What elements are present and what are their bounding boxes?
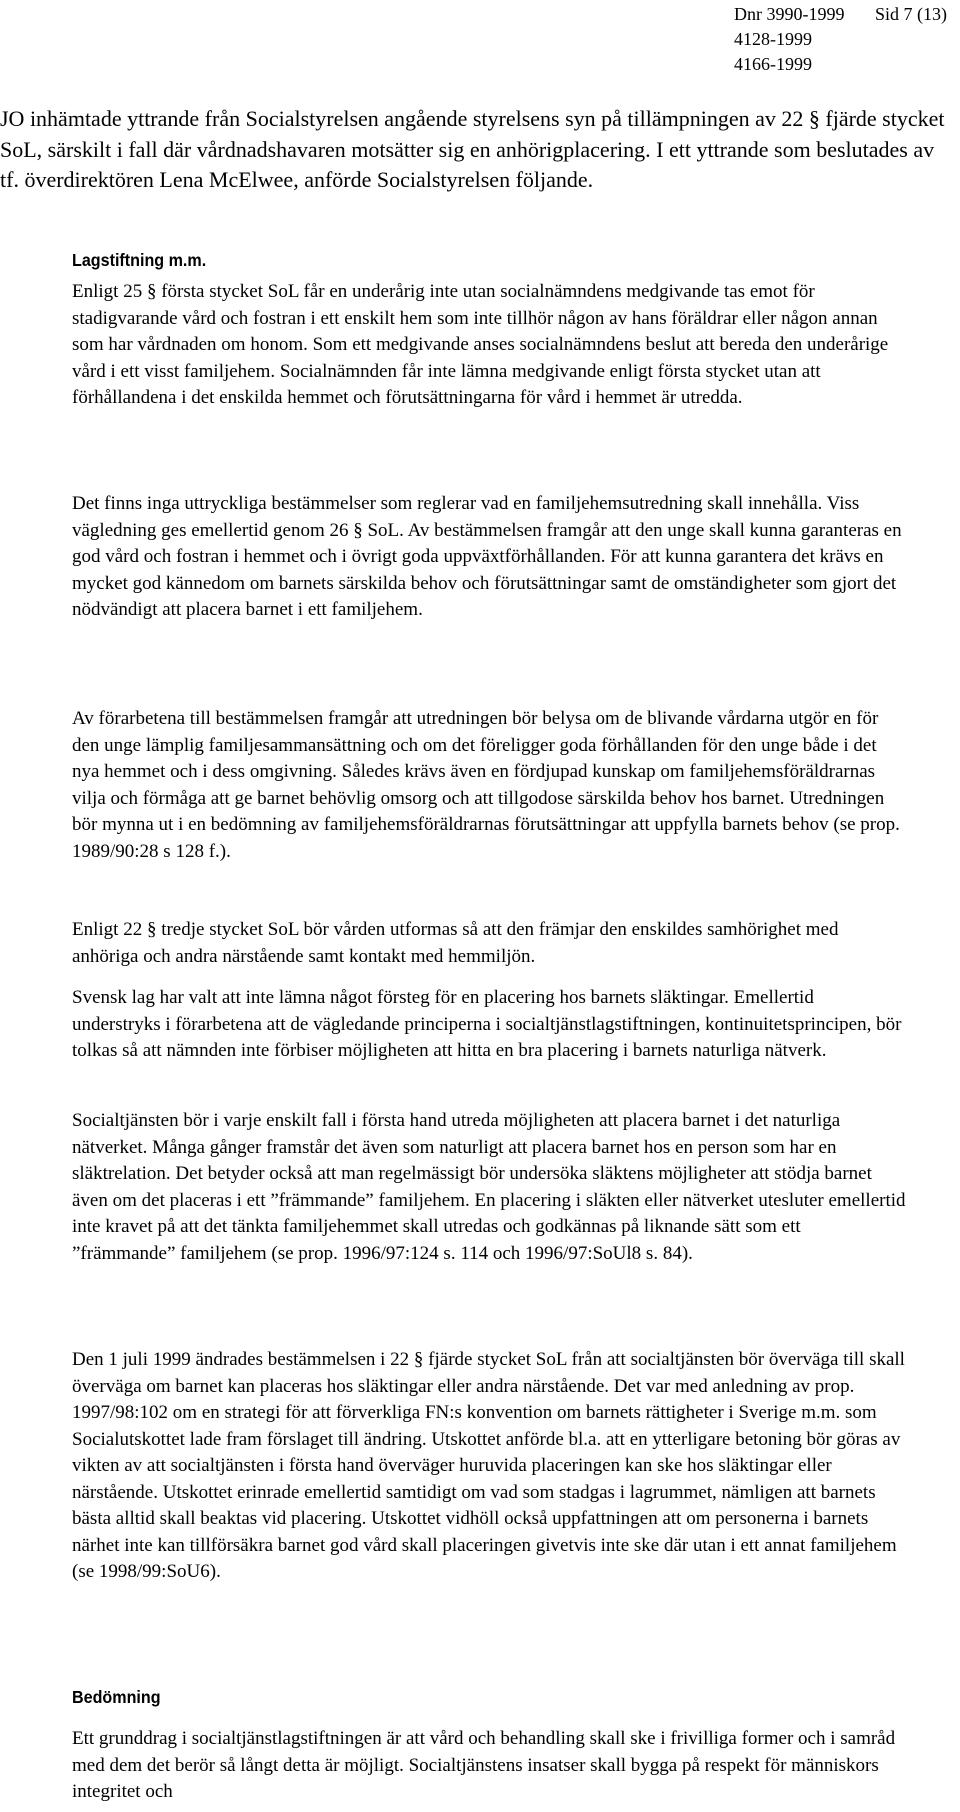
- body-paragraph: Ett grunddrag i socialtjänstlagstiftningen är att vård och behandling skall ske i frivilliga former och i samråd med dem det berör så långt detta är möjligt. Socialtjänstens insatser skall bygga på respekt för människors integritet och: [72, 1728, 896, 1802]
- case-number-line: 4166-1999: [734, 54, 812, 74]
- page-number: Sid 7 (13): [875, 4, 947, 24]
- body-paragraph: Svensk lag har valt att inte lämna något försteg för en placering hos barnets släktingar. Emellertid understryks i förarbetena att de vägledande principerna i socialtjänstlagstiftningen, kontinuitetsprincipen, bör tolkas så att nämnden inte förbiser möjligheten att hitta en bra placering i barnets naturliga nätverk.: [72, 987, 902, 1061]
- case-number-line: Dnr 3990-1999: [734, 4, 845, 24]
- body-paragraph: Den 1 juli 1999 ändrades bestämmelsen i 22 § fjärde stycket SoL från att socialtjänsten bör överväga till skall överväga om barnet kan placeras hos släktingar eller andra närstående. Det var med anledning av prop. 1997/98:102 om en strategi för att förverkliga FN:s konvention om barnets rättigheter i Sverige m.m. som Socialutskottet lade fram förslaget till ändring. Utskottet anförde bl.a. att en ytterligare betoning bör göras av vikten av att socialtjänsten i första hand överväger huruvida placeringen kan ske hos släktingar eller närstående. Utskottet erinrade emellertid samtidigt om vad som stadgas i lagrummet, nämligen att barnets bästa alltid skall beaktas vid placering. Utskottet vidhöll också uppfattningen att om personerna i barnets närhet inte kan tillförsäkra barnet god vård skall placeringen givetvis inte ske där utan i ett annat familjehem (se 1998/99:SoU6).: [72, 1349, 905, 1582]
- case-number-line: 4128-1999: [734, 29, 812, 49]
- body-paragraph: Enligt 25 § första stycket SoL får en underårig inte utan socialnämndens medgivande tas emot för stadigvarande vård och fostran i ett enskilt hem som inte tillhör någon av hans föräldrar eller någon annan som har vårdnaden om honom. Som ett medgivande anses socialnämndens beslut att bereda den underårige vård i ett visst familjehem. Socialnämnden får inte lämna medgivande enligt första stycket utan att förhållandena i det enskilda hemmet och förutsättningarna för vård i hemmet är utredda.: [72, 281, 889, 408]
- body-paragraph: Enligt 22 § tredje stycket SoL bör vården utformas så att den främjar den enskildes samhörighet med anhöriga och andra närstående samt kontakt med hemmiljön.: [72, 919, 839, 967]
- body-paragraph: Det finns inga uttryckliga bestämmelser som reglerar vad en familjehemsutredning skall innehålla. Viss vägledning ges emellertid genom 26 § SoL. Av bestämmelsen framgår att den unge skall kunna garanteras en god vård och fostran i hemmet och i övrigt goda uppväxtförhållanden. För att kunna garantera det krävs en mycket god kännedom om barnets särskilda behov och förutsättningar samt de omständigheter som gjort det nödvändigt att placera barnet i ett familjehem.: [72, 493, 902, 620]
- intro-paragraph: JO inhämtade yttrande från Socialstyrelsen angående styrelsens syn på tillämpningen av 22 § fjärde stycket SoL, särskilt i fall där vårdnadshavaren motsätter sig en anhörigplacering. I ett yttrande som beslutades av tf. överdirektören Lena McElwee, anförde Socialstyrelsen följande.: [0, 106, 945, 192]
- body-paragraph: Socialtjänsten bör i varje enskilt fall i första hand utreda möjligheten att placera barnet i det naturliga nätverket. Många gånger framstår det även som naturligt att placera barnet hos en person som har en släktrelation. Det betyder också att man regelmässigt bör undersöka släktens möjligheter att stödja barnet även om det placeras i ett ”främmande” familjehem. En placering i släkten eller nätverket utesluter emellertid inte kravet på att det tänkta familjehemmet skall utredas och godkännas på liknande sätt som ett ”främmande” familjehem (se prop. 1996/97:124 s. 114 och 1996/97:SoUl8 s. 84).: [72, 1110, 906, 1264]
- case-number-block: [734, 2, 845, 77]
- section-heading-bedomning: Bedömning: [72, 1687, 161, 1707]
- section-heading-lagstiftning: Lagstiftning m.m.: [72, 250, 207, 270]
- body-paragraph: Av förarbetena till bestämmelsen framgår att utredningen bör belysa om de blivande vårdarna utgör en för den unge lämplig familjesammansättning och om det föreligger goda förhållanden för den unge både i det nya hemmet och i dess omgivning. Således krävs även en fördjupad kunskap om familjehemsföräldrarnas vilja och förmåga att ge barnet behövlig omsorg och att tillgodose särskilda behov hos barnet. Utredningen bör mynna ut i en bedömning av familjehemsföräldrarnas förutsättningar att uppfylla barnets behov (se prop. 1989/90:28 s 128 f.).: [72, 708, 900, 862]
